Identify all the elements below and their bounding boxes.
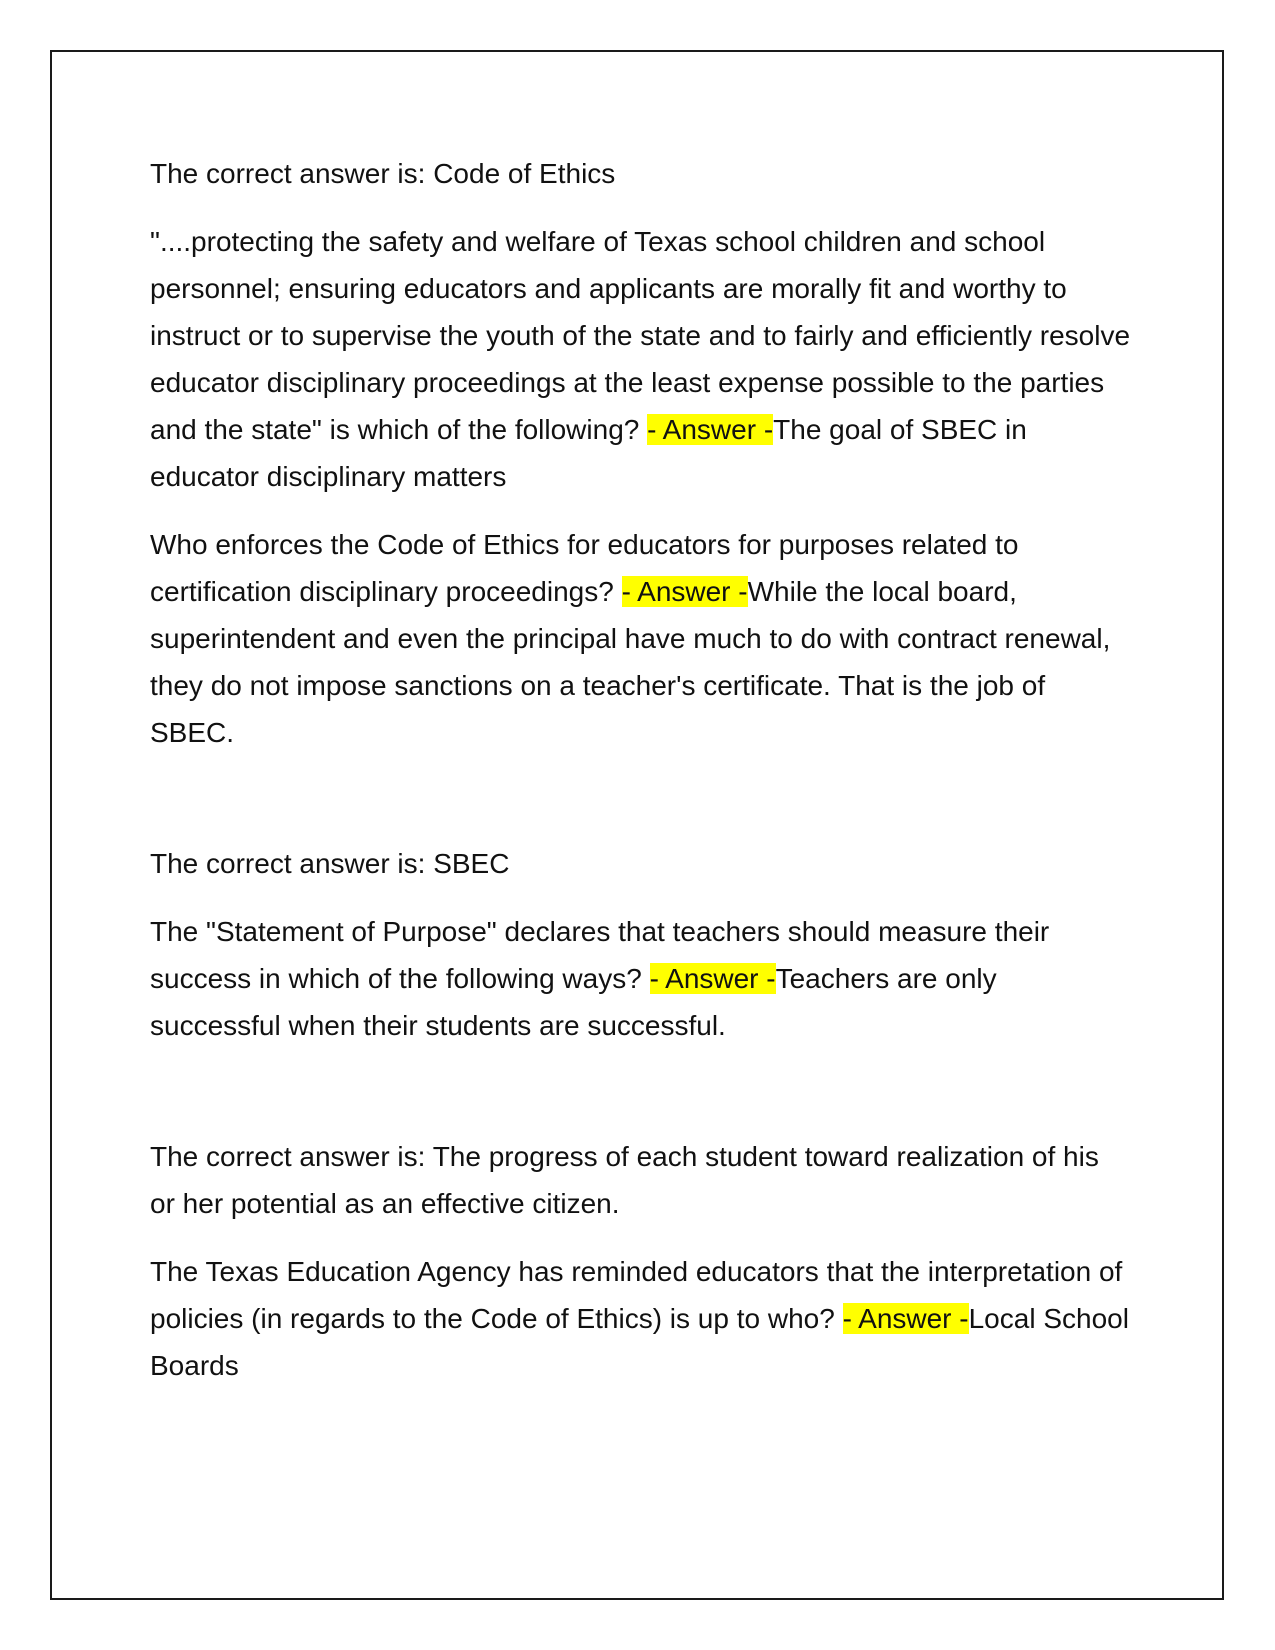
spacer: [150, 777, 1130, 840]
correct-answer-line: [150, 150, 1130, 197]
question-paragraph: [150, 218, 1130, 500]
correct-answer-line: [150, 1133, 1130, 1227]
answer-marker: - Answer -: [621, 576, 748, 607]
document-body: [150, 150, 1130, 1410]
question-paragraph: [150, 908, 1130, 1049]
correct-answer-line: [150, 840, 1130, 887]
answer-marker: - Answer -: [649, 963, 776, 994]
question-text: "....protecting the safety and welfare of Texas school children and school personnel; ensuring educators and applicants are morally fit and worthy to instruct or to supervise the youth of the state and to fairly and efficiently resolve educator disciplinary proceedings at the least expense possible to the parties and the state" is which of the following?: [150, 226, 1131, 445]
correct-answer-text: The correct answer is: The progress of each student toward realization of his or her potential as an effective citizen.: [150, 1141, 1099, 1219]
correct-answer-text: The correct answer is: SBEC: [150, 848, 510, 879]
spacer: [150, 1070, 1130, 1133]
question-text: Who enforces the Code of Ethics for educators for purposes related to certification disciplinary proceedings?: [150, 529, 1019, 607]
answer-text: While the local board, superintendent and even the principal have much to do with contract renewal, they do not impose sanctions on a teacher's certificate. That is the job of SBEC.: [150, 576, 1111, 748]
answer-text: Teachers are only successful when their students are successful.: [150, 963, 997, 1041]
answer-text: Local School Boards: [150, 1303, 1129, 1381]
answer-marker: - Answer -: [647, 414, 774, 445]
question-paragraph: [150, 521, 1130, 756]
answer-marker: - Answer -: [842, 1303, 969, 1334]
answer-text: The goal of SBEC in educator disciplinary matters: [150, 414, 1027, 492]
question-paragraph: [150, 1248, 1130, 1389]
question-text: The Texas Education Agency has reminded educators that the interpretation of policies (in regards to the Code of Ethics) is up to who?: [150, 1256, 1123, 1334]
correct-answer-text: The correct answer is: Code of Ethics: [150, 158, 616, 189]
question-text: The "Statement of Purpose" declares that teachers should measure their success in which of the following ways?: [150, 916, 1050, 994]
